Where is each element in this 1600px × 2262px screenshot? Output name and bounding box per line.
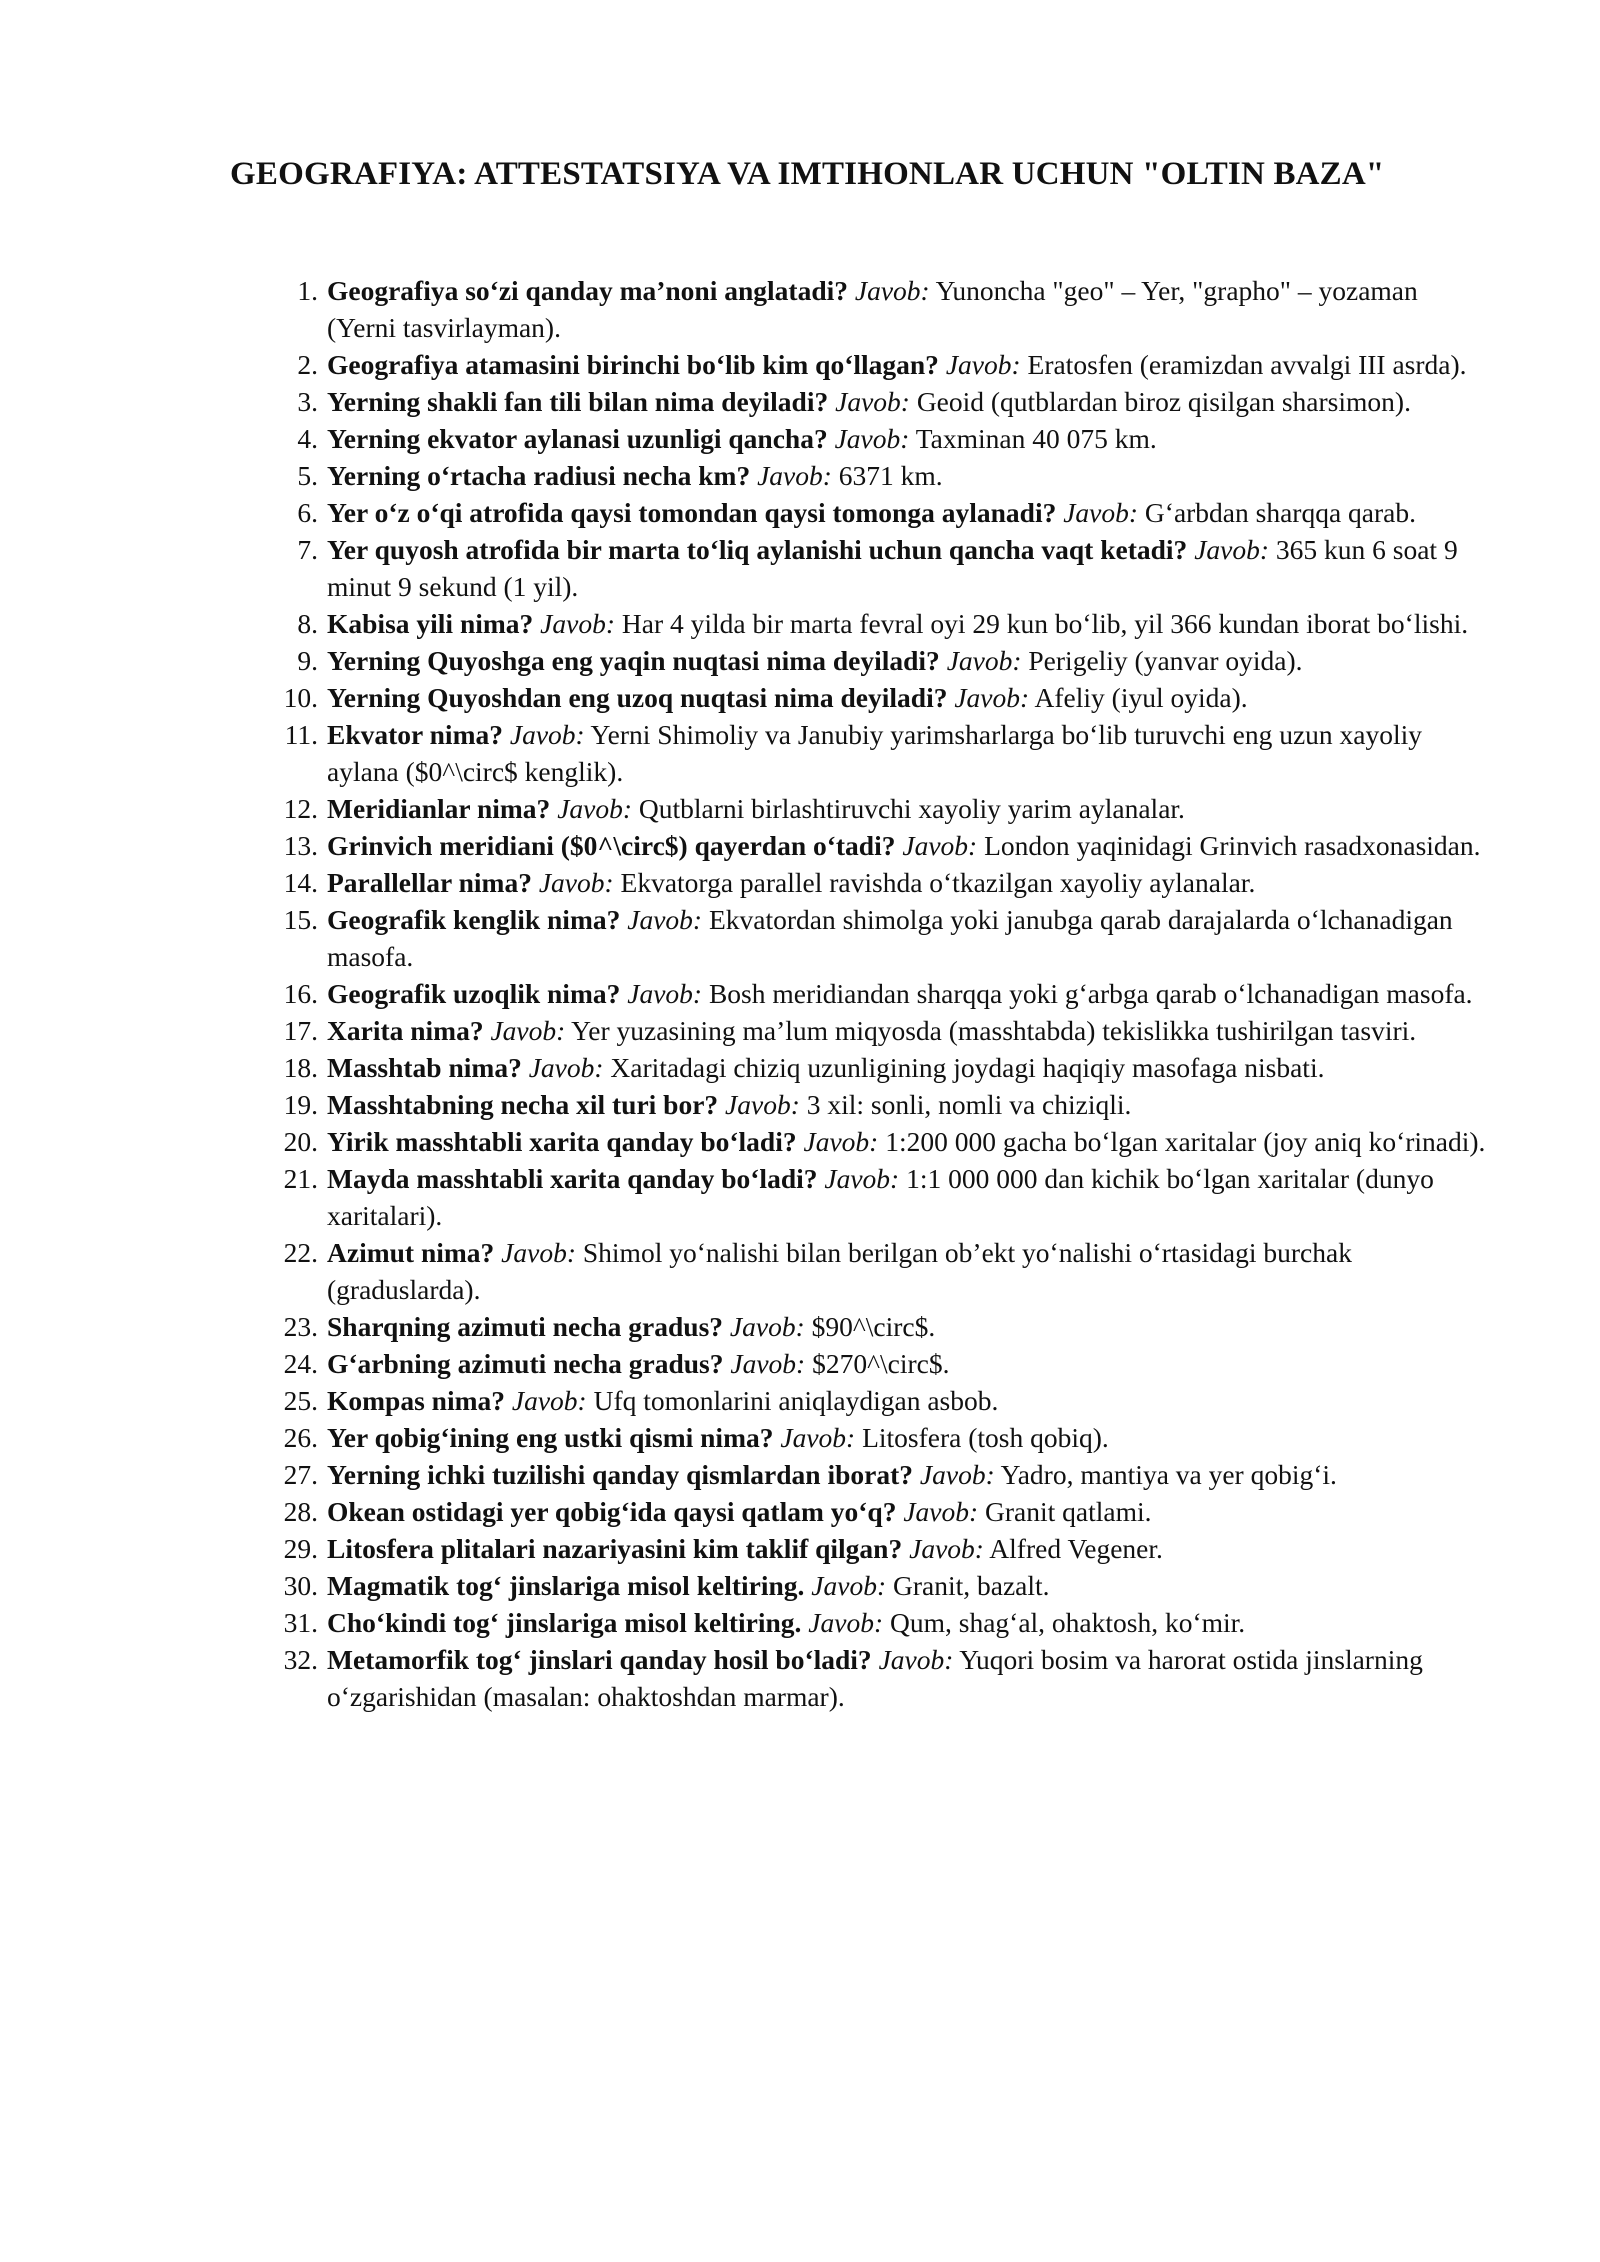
answer-text: Ekvatordan shimolga yoki janubga qarab darajalarda o‘lchanadigan masofa. <box>327 904 1453 972</box>
answer-text: Bosh meridiandan sharqqa yoki g‘arbga qarab o‘lchanadigan masofa. <box>708 978 1473 1009</box>
answer-label: Javob: <box>803 1126 879 1157</box>
item-number: 11. <box>284 719 318 750</box>
answer-label: Javob: <box>919 1459 995 1490</box>
list-item <box>230 901 1490 975</box>
answer-label: Javob: <box>824 1163 900 1194</box>
answer-label: Javob: <box>878 1644 954 1675</box>
list-item <box>230 1419 1490 1456</box>
question-text: Geografik kenglik nima? <box>327 904 621 935</box>
item-number: 10. <box>283 682 318 713</box>
item-number: 27. <box>283 1459 318 1490</box>
list-item <box>230 1123 1490 1160</box>
answer-text: Geoid (qutblardan biroz qisilgan sharsimon). <box>916 386 1411 417</box>
answer-text: Eratosfen (eramizdan avvalgi III asrda). <box>1027 349 1467 380</box>
answer-text: Xaritadagi chiziq uzunligining joydagi haqiqiy masofaga nisbati. <box>610 1052 1325 1083</box>
answer-label: Javob: <box>808 1607 884 1638</box>
answer-label: Javob: <box>757 460 832 491</box>
item-number: 1. <box>297 275 318 306</box>
item-number: 21. <box>283 1163 318 1194</box>
item-number: 2. <box>297 349 318 380</box>
item-number: 5. <box>297 460 318 491</box>
question-text: Cho‘kindi tog‘ jinslariga misol keltiring. <box>327 1607 802 1638</box>
answer-text: $270^\circ$. <box>812 1348 950 1379</box>
answer-text: Perigeliy (yanvar oyida). <box>1028 645 1303 676</box>
answer-label: Javob: <box>1194 534 1270 565</box>
list-item <box>230 1012 1490 1049</box>
question-text: Yerning shakli fan tili bilan nima deyiladi? <box>327 386 829 417</box>
item-number: 13. <box>283 830 318 861</box>
list-item <box>230 864 1490 901</box>
answer-label: Javob: <box>954 682 1030 713</box>
question-text: Yerning Quyoshga eng yaqin nuqtasi nima deyiladi? <box>327 645 940 676</box>
list-item <box>230 346 1490 383</box>
question-text: Azimut nima? <box>327 1237 495 1268</box>
list-item <box>230 1493 1490 1530</box>
item-number: 24. <box>283 1348 318 1379</box>
answer-text: 1:1 000 000 dan kichik bo‘lgan xaritalar (dunyo xaritalari). <box>327 1163 1434 1231</box>
document-title: GEOGRAFIYA: ATTESTATSIYA VA IMTIHONLAR UCHUN "OLTIN BAZA" <box>230 156 1385 192</box>
item-number: 6. <box>297 497 318 528</box>
item-number: 23. <box>283 1311 318 1342</box>
list-item <box>230 1086 1490 1123</box>
answer-text: 365 kun 6 soat 9 minut 9 sekund (1 yil). <box>327 534 1458 602</box>
question-text: Okean ostidagi yer qobig‘ida qaysi qatlam yo‘q? <box>327 1496 897 1527</box>
list-item <box>230 1160 1490 1234</box>
list-item <box>230 1567 1490 1604</box>
question-text: Magmatik tog‘ jinslariga misol keltiring. <box>327 1570 805 1601</box>
answer-label: Javob: <box>946 645 1022 676</box>
answer-text: Ufq tomonlarini aniqlaydigan asbob. <box>593 1385 999 1416</box>
answer-text: Taxminan 40 075 km. <box>915 423 1157 454</box>
answer-label: Javob: <box>730 1348 806 1379</box>
answer-text: Afeliy (iyul oyida). <box>1034 682 1248 713</box>
list-item <box>230 605 1490 642</box>
item-number: 8. <box>297 608 318 639</box>
list-item <box>230 457 1490 494</box>
list-item <box>230 1345 1490 1382</box>
answer-text: Granit, bazalt. <box>892 1570 1050 1601</box>
question-text: Parallellar nima? <box>327 867 532 898</box>
item-number: 7. <box>297 534 318 565</box>
item-number: 25. <box>283 1385 318 1416</box>
answer-label: Javob: <box>834 423 910 454</box>
answer-label: Javob: <box>511 1385 587 1416</box>
item-number: 3. <box>297 386 318 417</box>
question-text: Yer qobig‘ining eng ustki qismi nima? <box>327 1422 774 1453</box>
answer-label: Javob: <box>945 349 1021 380</box>
question-text: Litosfera plitalari nazariyasini kim taklif qilgan? <box>327 1533 903 1564</box>
answer-label: Javob: <box>780 1422 856 1453</box>
question-text: Geografiya so‘zi qanday ma’noni anglatadi? <box>327 275 849 306</box>
list-item <box>230 1049 1490 1086</box>
answer-text: Yerni Shimoliy va Janubiy yarimsharlarga bo‘lib turuvchi eng uzun xayoliy aylana ($0^\circ$ kenglik). <box>327 719 1423 787</box>
question-text: Sharqning azimuti necha gradus? <box>327 1311 724 1342</box>
question-text: Kompas nima? <box>327 1385 506 1416</box>
question-text: Xarita nima? <box>327 1015 484 1046</box>
question-text: Yerning o‘rtacha radiusi necha km? <box>327 460 751 491</box>
answer-label: Javob: <box>627 978 703 1009</box>
question-text: Geografik uzoqlik nima? <box>327 978 621 1009</box>
item-number: 12. <box>283 793 318 824</box>
answer-text: Shimol yo‘nalishi bilan berilgan ob’ekt yo‘nalishi o‘rtasidagi burchak (graduslarda). <box>327 1237 1352 1305</box>
answer-text: Yer yuzasining ma’lum miqyosda (masshtabda) tekislikka tushirilgan tasviri. <box>571 1015 1417 1046</box>
answer-text: 6371 km. <box>838 460 943 491</box>
answer-label: Javob: <box>540 608 615 639</box>
list-item <box>230 494 1490 531</box>
item-number: 26. <box>283 1422 318 1453</box>
answer-text: G‘arbdan sharqqa qarab. <box>1144 497 1416 528</box>
answer-text: Yuqori bosim va harorat ostida jinslarning o‘zgarishidan (masalan: ohaktoshdan marmar). <box>327 1644 1423 1712</box>
item-number: 31. <box>283 1607 318 1638</box>
list-item <box>230 642 1490 679</box>
item-number: 16. <box>283 978 318 1009</box>
answer-text: Qum, shag‘al, ohaktosh, ko‘mir. <box>890 1607 1246 1638</box>
answer-text: 1:200 000 gacha bo‘lgan xaritalar (joy aniq ko‘rinadi). <box>885 1126 1486 1157</box>
list-item <box>230 975 1490 1012</box>
answer-label: Javob: <box>811 1570 887 1601</box>
item-number: 29. <box>283 1533 318 1564</box>
answer-text: 3 xil: sonli, nomli va chiziqli. <box>806 1089 1132 1120</box>
question-text: Meridianlar nima? <box>327 793 551 824</box>
question-text: Yerning ekvator aylanasi uzunligi qancha? <box>327 423 828 454</box>
answer-text: Granit qatlami. <box>985 1496 1152 1527</box>
answer-label: Javob: <box>902 830 978 861</box>
answer-label: Javob: <box>557 793 633 824</box>
answer-label: Javob: <box>490 1015 566 1046</box>
item-number: 28. <box>283 1496 318 1527</box>
list-item <box>230 827 1490 864</box>
list-item <box>230 1604 1490 1641</box>
answer-label: Javob: <box>528 1052 604 1083</box>
question-text: Kabisa yili nima? <box>327 608 534 639</box>
answer-label: Javob: <box>627 904 703 935</box>
answer-label: Javob: <box>909 1533 984 1564</box>
answer-text: London yaqinidagi Grinvich rasadxonasidan. <box>984 830 1481 861</box>
list-item <box>230 383 1490 420</box>
list-item <box>230 531 1490 605</box>
answer-label: Javob: <box>1063 497 1139 528</box>
list-item <box>230 1308 1490 1345</box>
answer-label: Javob: <box>501 1237 576 1268</box>
question-text: Grinvich meridiani ($0^\circ$) qayerdan o‘tadi? <box>327 830 896 861</box>
answer-text: Har 4 yilda bir marta fevral oyi 29 kun bo‘lib, yil 366 kundan iborat bo‘lishi. <box>621 608 1469 639</box>
item-number: 20. <box>283 1126 318 1157</box>
list-item <box>230 1641 1490 1715</box>
question-text: G‘arbning azimuti necha gradus? <box>327 1348 724 1379</box>
question-text: Ekvator nima? <box>327 719 503 750</box>
answer-text: Yunoncha "geo" – Yer, "grapho" – yozaman (Yerni tasvirlayman). <box>327 275 1418 343</box>
answer-text: Qutblarni birlashtiruvchi xayoliy yarim aylanalar. <box>638 793 1185 824</box>
list-item <box>230 1456 1490 1493</box>
answer-text: Litosfera (tosh qobiq). <box>862 1422 1109 1453</box>
question-text: Geografiya atamasini birinchi bo‘lib kim qo‘llagan? <box>327 349 939 380</box>
list-item <box>230 1382 1490 1419</box>
list-item <box>230 679 1490 716</box>
answer-label: Javob: <box>854 275 930 306</box>
item-number: 15. <box>283 904 318 935</box>
item-number: 9. <box>297 645 318 676</box>
question-text: Masshtab nima? <box>327 1052 522 1083</box>
item-number: 22. <box>283 1237 318 1268</box>
item-number: 4. <box>297 423 318 454</box>
item-number: 18. <box>283 1052 318 1083</box>
answer-label: Javob: <box>509 719 585 750</box>
answer-text: Yadro, mantiya va yer qobig‘i. <box>1000 1459 1337 1490</box>
question-text: Masshtabning necha xil turi bor? <box>327 1089 719 1120</box>
list-item <box>230 790 1490 827</box>
question-text: Yer quyosh atrofida bir marta to‘liq aylanishi uchun qancha vaqt ketadi? <box>327 534 1188 565</box>
answer-text: Ekvatorga parallel ravishda o‘tkazilgan xayoliy aylanalar. <box>620 867 1256 898</box>
qa-list <box>230 272 1490 1715</box>
item-number: 32. <box>283 1644 318 1675</box>
answer-text: $90^\circ$. <box>811 1311 936 1342</box>
answer-label: Javob: <box>729 1311 805 1342</box>
question-text: Yerning ichki tuzilishi qanday qismlardan iborat? <box>327 1459 914 1490</box>
item-number: 19. <box>283 1089 318 1120</box>
question-text: Yerning Quyoshdan eng uzoq nuqtasi nima deyiladi? <box>327 682 948 713</box>
list-item <box>230 1530 1490 1567</box>
list-item <box>230 420 1490 457</box>
question-text: Yer o‘z o‘qi atrofida qaysi tomondan qaysi tomonga aylanadi? <box>327 497 1057 528</box>
answer-label: Javob: <box>903 1496 979 1527</box>
list-item <box>230 272 1490 346</box>
item-number: 30. <box>283 1570 318 1601</box>
question-text: Metamorfik tog‘ jinslari qanday hosil bo‘ladi? <box>327 1644 872 1675</box>
list-item <box>230 716 1490 790</box>
answer-label: Javob: <box>538 867 614 898</box>
item-number: 17. <box>283 1015 318 1046</box>
question-text: Yirik masshtabli xarita qanday bo‘ladi? <box>327 1126 797 1157</box>
answer-label: Javob: <box>835 386 910 417</box>
question-text: Mayda masshtabli xarita qanday bo‘ladi? <box>327 1163 818 1194</box>
item-number: 14. <box>283 867 318 898</box>
answer-text: Alfred Vegener. <box>989 1533 1163 1564</box>
list-item <box>230 1234 1490 1308</box>
answer-label: Javob: <box>725 1089 800 1120</box>
